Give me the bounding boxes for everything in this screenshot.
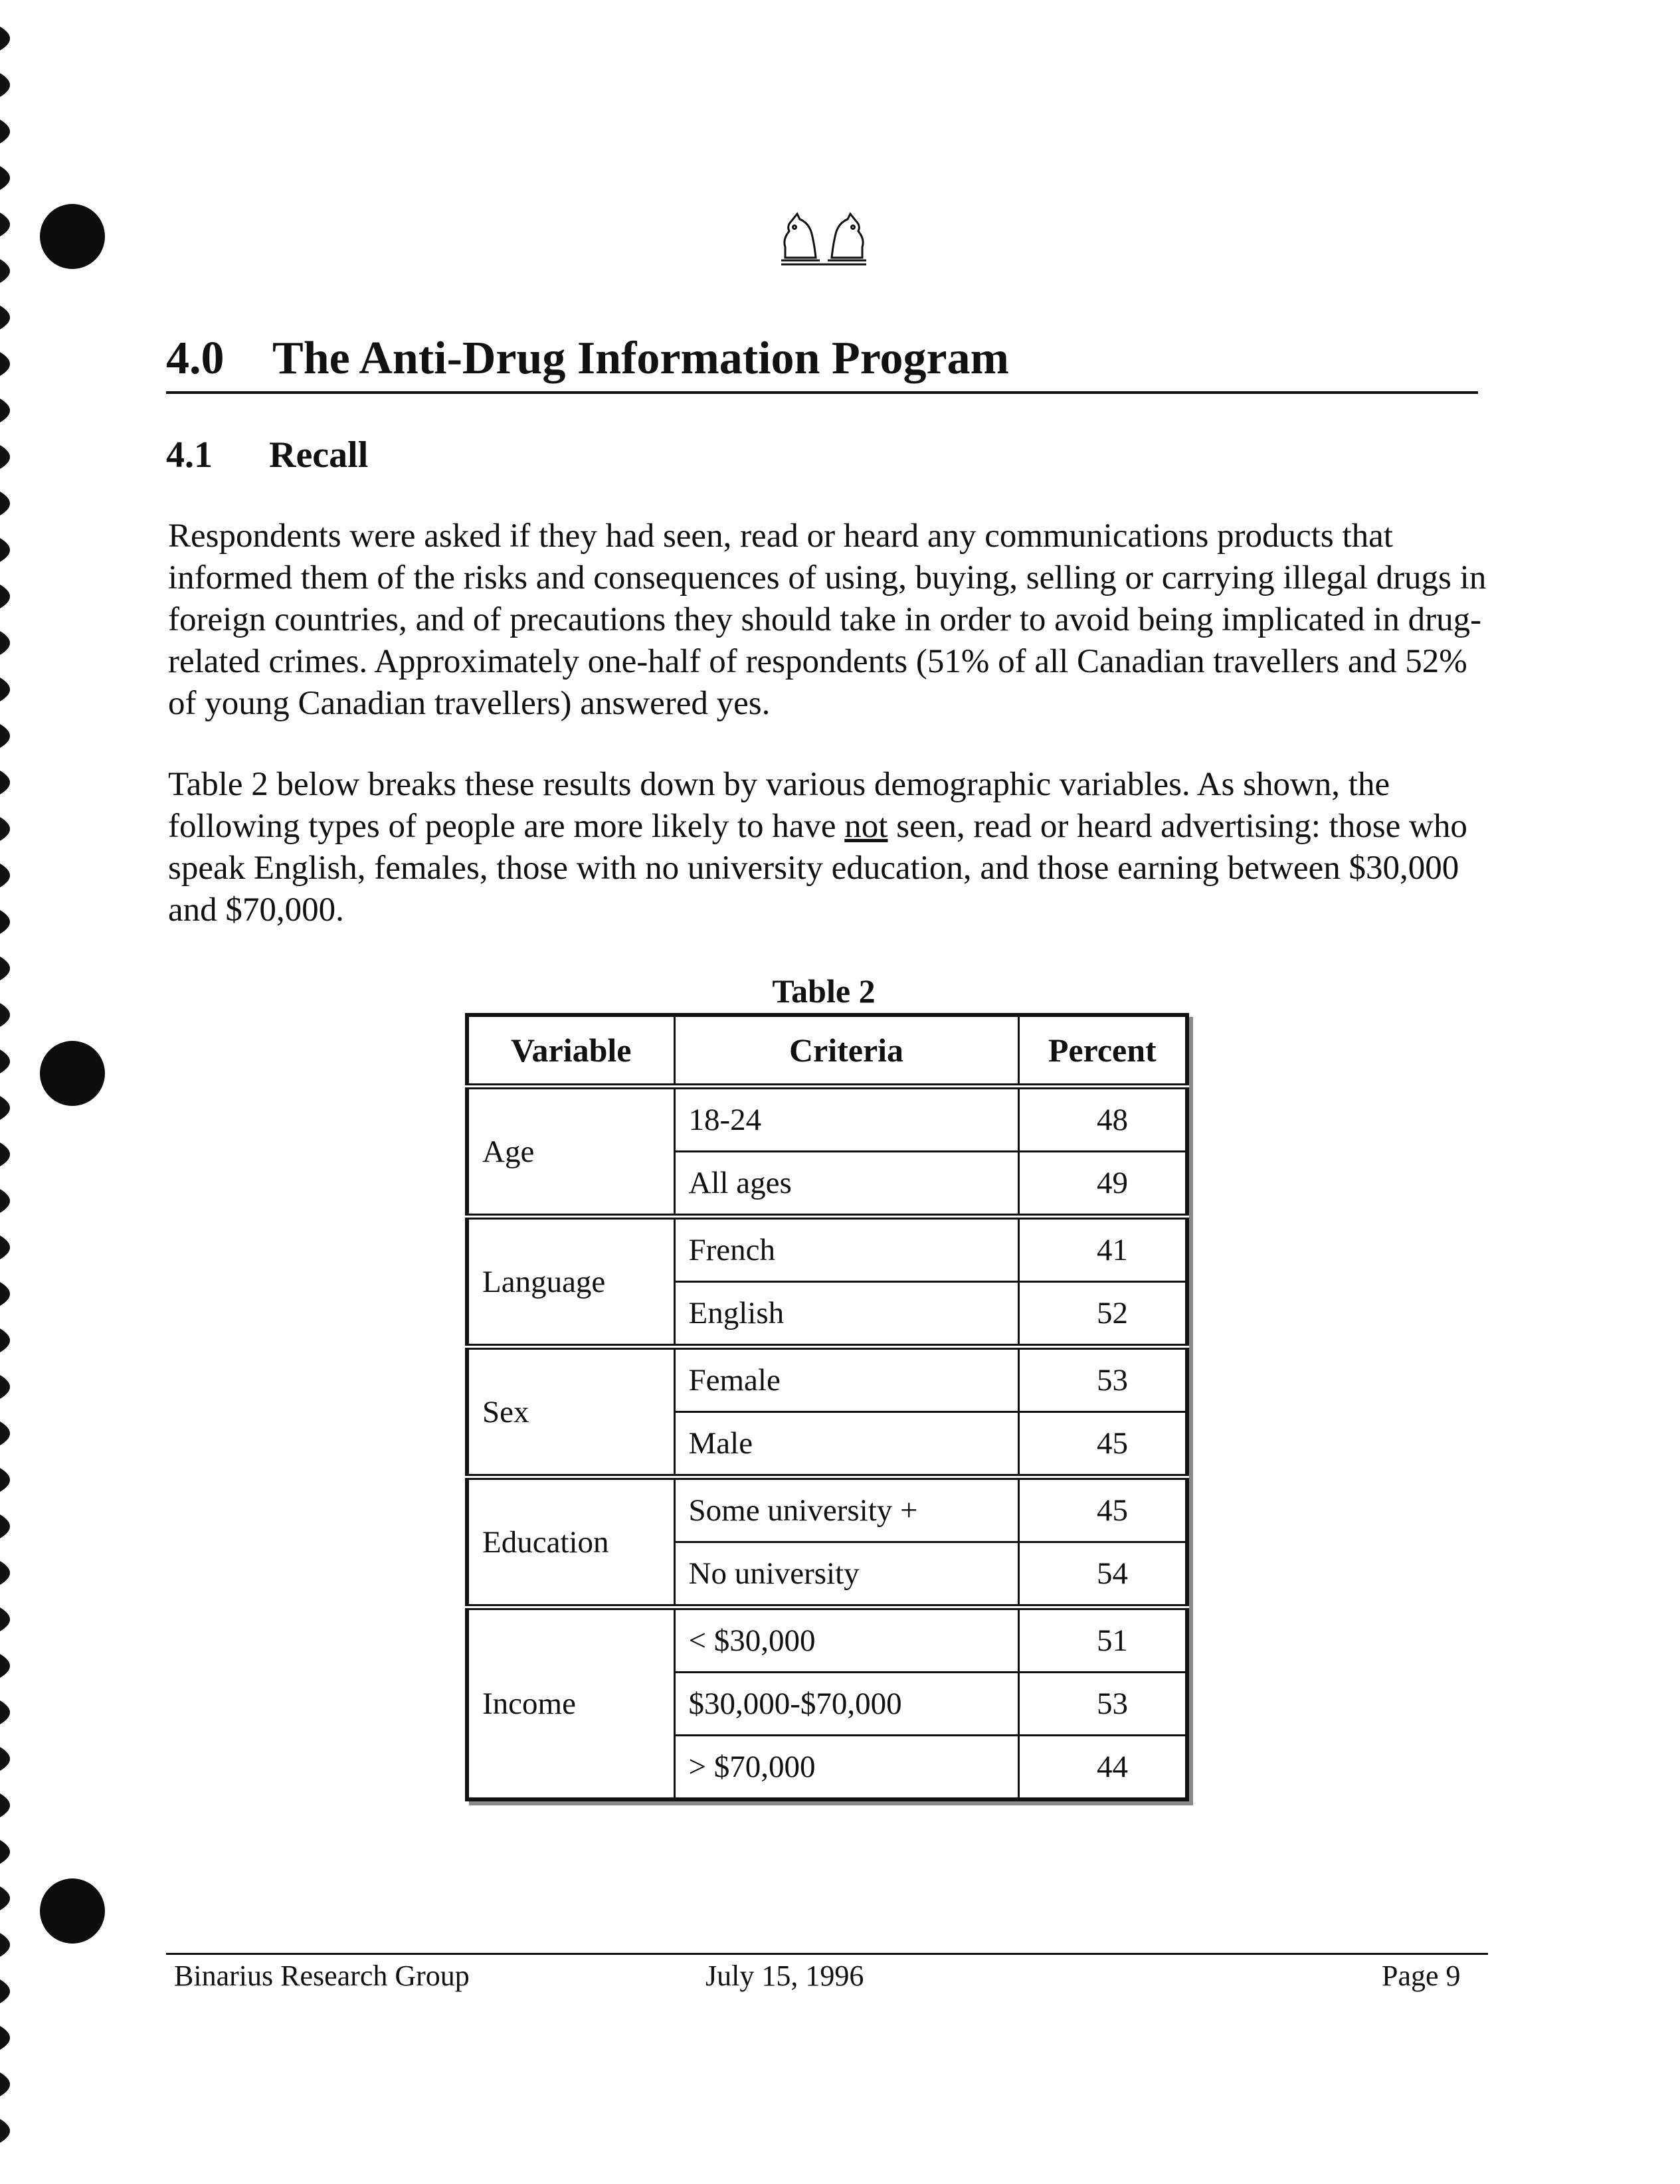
- criteria-cell: No university: [674, 1542, 1018, 1607]
- percent-cell: 54: [1018, 1542, 1187, 1607]
- criteria-cell: Some university +: [674, 1477, 1018, 1542]
- subsection-title: Recall: [269, 434, 369, 476]
- punch-hole-bottom: [40, 1878, 105, 1944]
- subsection-heading: [166, 432, 368, 478]
- percent-cell: 41: [1018, 1217, 1187, 1282]
- criteria-cell: > $70,000: [674, 1736, 1018, 1800]
- footer-page-number: Page 9: [1382, 1959, 1461, 1992]
- table-row: [467, 1087, 1187, 1152]
- percent-cell: 51: [1018, 1607, 1187, 1673]
- paragraph-table-summary: [168, 764, 1490, 931]
- percent-cell: 53: [1018, 1347, 1187, 1412]
- criteria-cell: All ages: [674, 1152, 1018, 1217]
- criteria-cell: English: [674, 1282, 1018, 1347]
- criteria-cell: $30,000-$70,000: [674, 1673, 1018, 1736]
- criteria-cell: French: [674, 1217, 1018, 1282]
- footer-organization: Binarius Research Group: [174, 1959, 470, 1992]
- section-number: 4.0: [166, 333, 225, 384]
- variable-cell: Language: [467, 1217, 674, 1347]
- variable-cell: Age: [467, 1087, 674, 1217]
- paragraph-recall-intro: Respondents were asked if they had seen, read or heard any communications products that informed them of the risks and consequences of using, buying, selling or carrying illegal drugs in foreign countries, and of precautions they should take in order to avoid being implicated in drug-related crimes. Approximately one-half of respondents (51% of all Canadian travellers and 52% of young Canadian travellers) answered yes.: [168, 517, 1487, 722]
- header-variable: Variable: [467, 1015, 674, 1087]
- criteria-cell: 18-24: [674, 1087, 1018, 1152]
- table-row: [467, 1217, 1187, 1282]
- header-percent: Percent: [1018, 1015, 1187, 1087]
- percent-cell: 45: [1018, 1412, 1187, 1477]
- punch-hole-top: [40, 204, 105, 269]
- spiral-binding-edge: [0, 0, 27, 2184]
- section-title: The Anti-Drug Information Program: [272, 333, 1009, 384]
- criteria-cell: Male: [674, 1412, 1018, 1477]
- percent-cell: 52: [1018, 1282, 1187, 1347]
- table-row: [467, 1477, 1187, 1542]
- header-criteria: Criteria: [674, 1015, 1018, 1087]
- variable-cell: Income: [467, 1607, 674, 1800]
- subsection-number: 4.1: [166, 434, 213, 476]
- table-caption: Table 2: [772, 972, 876, 1010]
- footer-date: July 15, 1996: [705, 1959, 864, 1992]
- paragraph-text-before: Table 2 below breaks these results down by various demographic variables. As shown, the following types of people are more likely to have: [168, 766, 1390, 845]
- section-heading: [166, 329, 1478, 394]
- table-row: [467, 1607, 1187, 1673]
- percent-cell: 49: [1018, 1152, 1187, 1217]
- variable-cell: Sex: [467, 1347, 674, 1477]
- footer-rule: [166, 1953, 1488, 1955]
- percent-cell: 45: [1018, 1477, 1187, 1542]
- percent-cell: 53: [1018, 1673, 1187, 1736]
- chess-knights-logo-icon: [777, 199, 870, 266]
- paragraph-emphasis: not: [844, 808, 888, 845]
- percent-cell: 48: [1018, 1087, 1187, 1152]
- criteria-cell: < $30,000: [674, 1607, 1018, 1673]
- table-row: [467, 1347, 1187, 1412]
- percent-cell: 44: [1018, 1736, 1187, 1800]
- criteria-cell: Female: [674, 1347, 1018, 1412]
- table-header-row: [467, 1015, 1187, 1087]
- punch-hole-middle: [40, 1041, 105, 1106]
- variable-cell: Education: [467, 1477, 674, 1607]
- paragraph-text-after: seen, read or heard advertising: those who speak English, females, those with no university education, and those earning between $30,000 and $70,000.: [168, 808, 1467, 929]
- results-table: [465, 1013, 1189, 1801]
